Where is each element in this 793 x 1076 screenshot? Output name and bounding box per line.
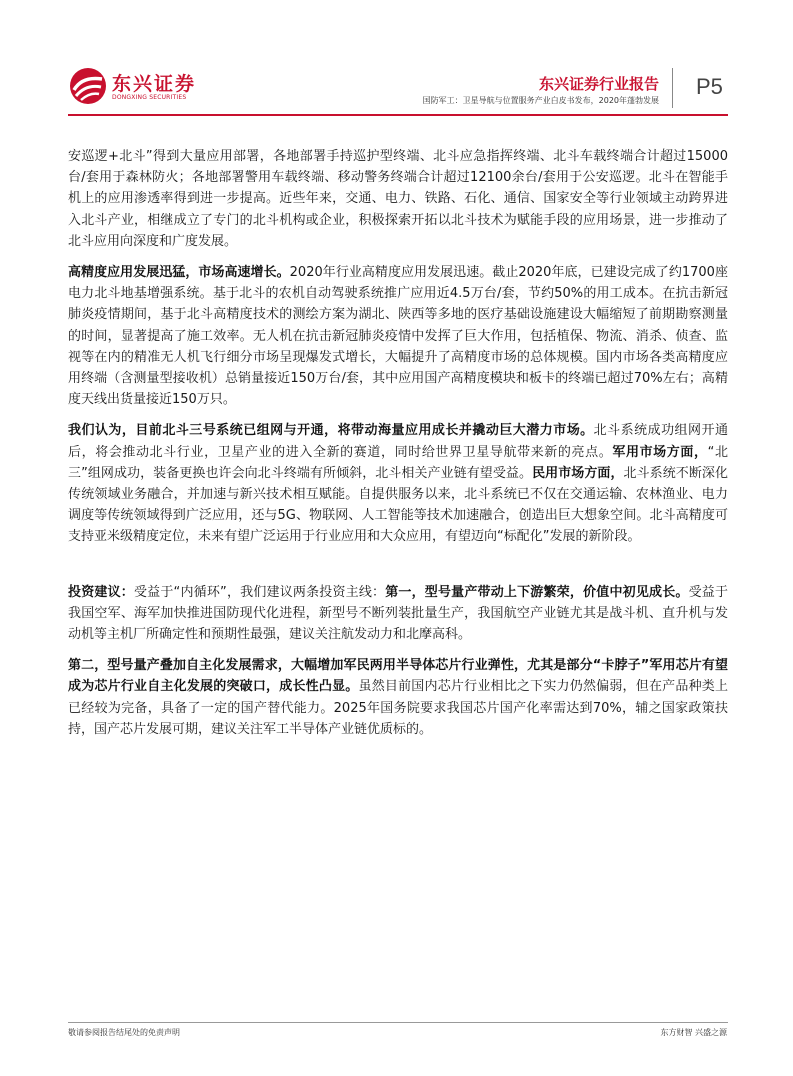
paragraph-text: 北斗系统成功组网开通后，将会推动北斗行业，卫星产业的进入全新的赛道，同时给世界卫星导航带来新的亮点。: [68, 423, 728, 460]
paragraph-beidou-applications: [68, 146, 728, 252]
paragraph-heading: 高精度应用发展迅猛，市场高速增长。: [68, 265, 290, 281]
paragraph-investment-advice: [68, 582, 728, 646]
company-logo: [68, 66, 228, 106]
footer-slogan: 东方财智 兴盛之源: [660, 1028, 727, 1037]
footer-rule: [68, 1022, 728, 1023]
paragraph-text: “北三”组网成功，装备更换也许会向北斗终端有所倾斜，北斗相关产业链有望受益。: [68, 444, 728, 481]
paragraph-text: 安巡逻+北斗”得到大量应用部署，各地部署手持巡护型终端、北斗应急指挥终端、北斗车载终端合计超过15000台/套用于森林防火；各地部署警用车载终端、移动警务终端合计超过12100余台/套用于公安巡逻。北斗在智能手机上的应用渗透率得到进一步提高。近些年来，交通、电力、铁路、石化、通信、国家安全等行业领域主动跨界进入北斗产业，相继成立了专门的北斗机构或企业，积极探索开拓以北斗技术为赋能手段的应用场景，进一步推动了北斗应用向深度和广度发展。: [68, 149, 728, 249]
footer-disclaimer: 敬请参阅报告结尾处的免责声明: [68, 1028, 180, 1037]
section-spacer: [68, 558, 728, 582]
paragraph-text: 受益于“内循环”，我们建议两条投资主线：: [133, 584, 386, 600]
paragraph-text: 虽然目前国内芯片行业相比之下实力仍然偏弱，但在产品种类上已经较为完备，具备了一定的国产替代能力。2025年国务院要求我国芯片国产化率需达到70%，辅之国家政策扶持，国产芯片发展可期，建议关注军工半导体产业链优质标的。: [68, 679, 728, 737]
logo-company-english: DONGXING SECURITIES: [112, 94, 187, 101]
investment-advice-label: 投资建议：: [68, 584, 134, 600]
page-header: [0, 0, 793, 125]
report-body: [68, 146, 728, 750]
paragraph-text: 北斗系统不断深化传统领域业务融合，并加速与新兴技术相互赋能。自提供服务以来，北斗系统已不仅在交通运输、农林渔业、电力调度等传统领域得到广泛应用，还与5G、物联网、人工智能等技术加速融合，创造出巨大想象空间。北斗高精度可支持亚米级精度定位，未来有望广泛运用于行业应用和大众应用，有望迈向“标配化”发展的新阶段。: [68, 465, 728, 545]
paragraph-our-view: [68, 420, 728, 547]
page-number: P5: [696, 74, 723, 99]
header-rule: [68, 114, 728, 116]
civil-market-heading: 民用市场方面，: [532, 465, 624, 481]
paragraph-heading: 我们认为，目前北斗三号系统已组网与开通，将带动海量应用成长并撬动巨大潜力市场。: [68, 423, 594, 439]
header-divider: [672, 68, 673, 108]
military-market-heading: 军用市场方面，: [612, 444, 708, 460]
logo-company-name: 东兴证券: [112, 73, 197, 95]
paragraph-text: 2020年行业高精度应用发展迅速。截止2020年底，已建设完成了约1700座电力北斗地基增强系统。基于北斗的农机自动驾驶系统推广应用近4.5万台/套，节约50%的用工成本。在抗击新冠肺炎疫情期间，基于北斗高精度技术的测绘方案为湖北、陕西等多地的医疗基础设施建设大幅缩短了前期勘察测量的时间，显著提高了施工效率。无人机在抗击新冠肺炎疫情中发挥了巨大作用，包括植保、物流、消杀、侦查、监视等在内的精准无人机飞行细分市场呈现爆发式增长，大幅提升了高精度市场的总体规模。国内市场各类高精度应用终端（含测量型接收机）总销量接近150万台/套，其中应用国产高精度模块和板卡的终端已超过70%左右；高精度天线出货量接近150万只。: [68, 265, 728, 408]
paragraph-high-precision: [68, 262, 728, 410]
report-title: 东兴证券行业报告: [538, 75, 659, 93]
second-mainline-heading: 第二，型号量产叠加自主化发展需求，大幅增加军民两用半导体芯片行业弹性，尤其是部分“卡脖子”军用芯片有望成为芯片行业自主化发展的突破口，成长性凸显。: [68, 658, 728, 695]
logo-emblem-icon: [68, 66, 108, 106]
paragraph-second-mainline: [68, 655, 728, 740]
first-mainline-heading: 第一，型号量产带动上下游繁荣，价值中初见成长。: [385, 584, 689, 600]
paragraph-text: 受益于我国空军、海军加快推进国防现代化进程，新型号不断列装批量生产，我国航空产业链尤其是战斗机、直升机与发动机等主机厂所确定性和预期性最强，建议关注航发动力和北摩高科。: [68, 584, 728, 643]
report-subtitle: 国防军工：卫星导航与位置服务产业白皮书发布，2020年蓬勃发展: [422, 96, 659, 105]
